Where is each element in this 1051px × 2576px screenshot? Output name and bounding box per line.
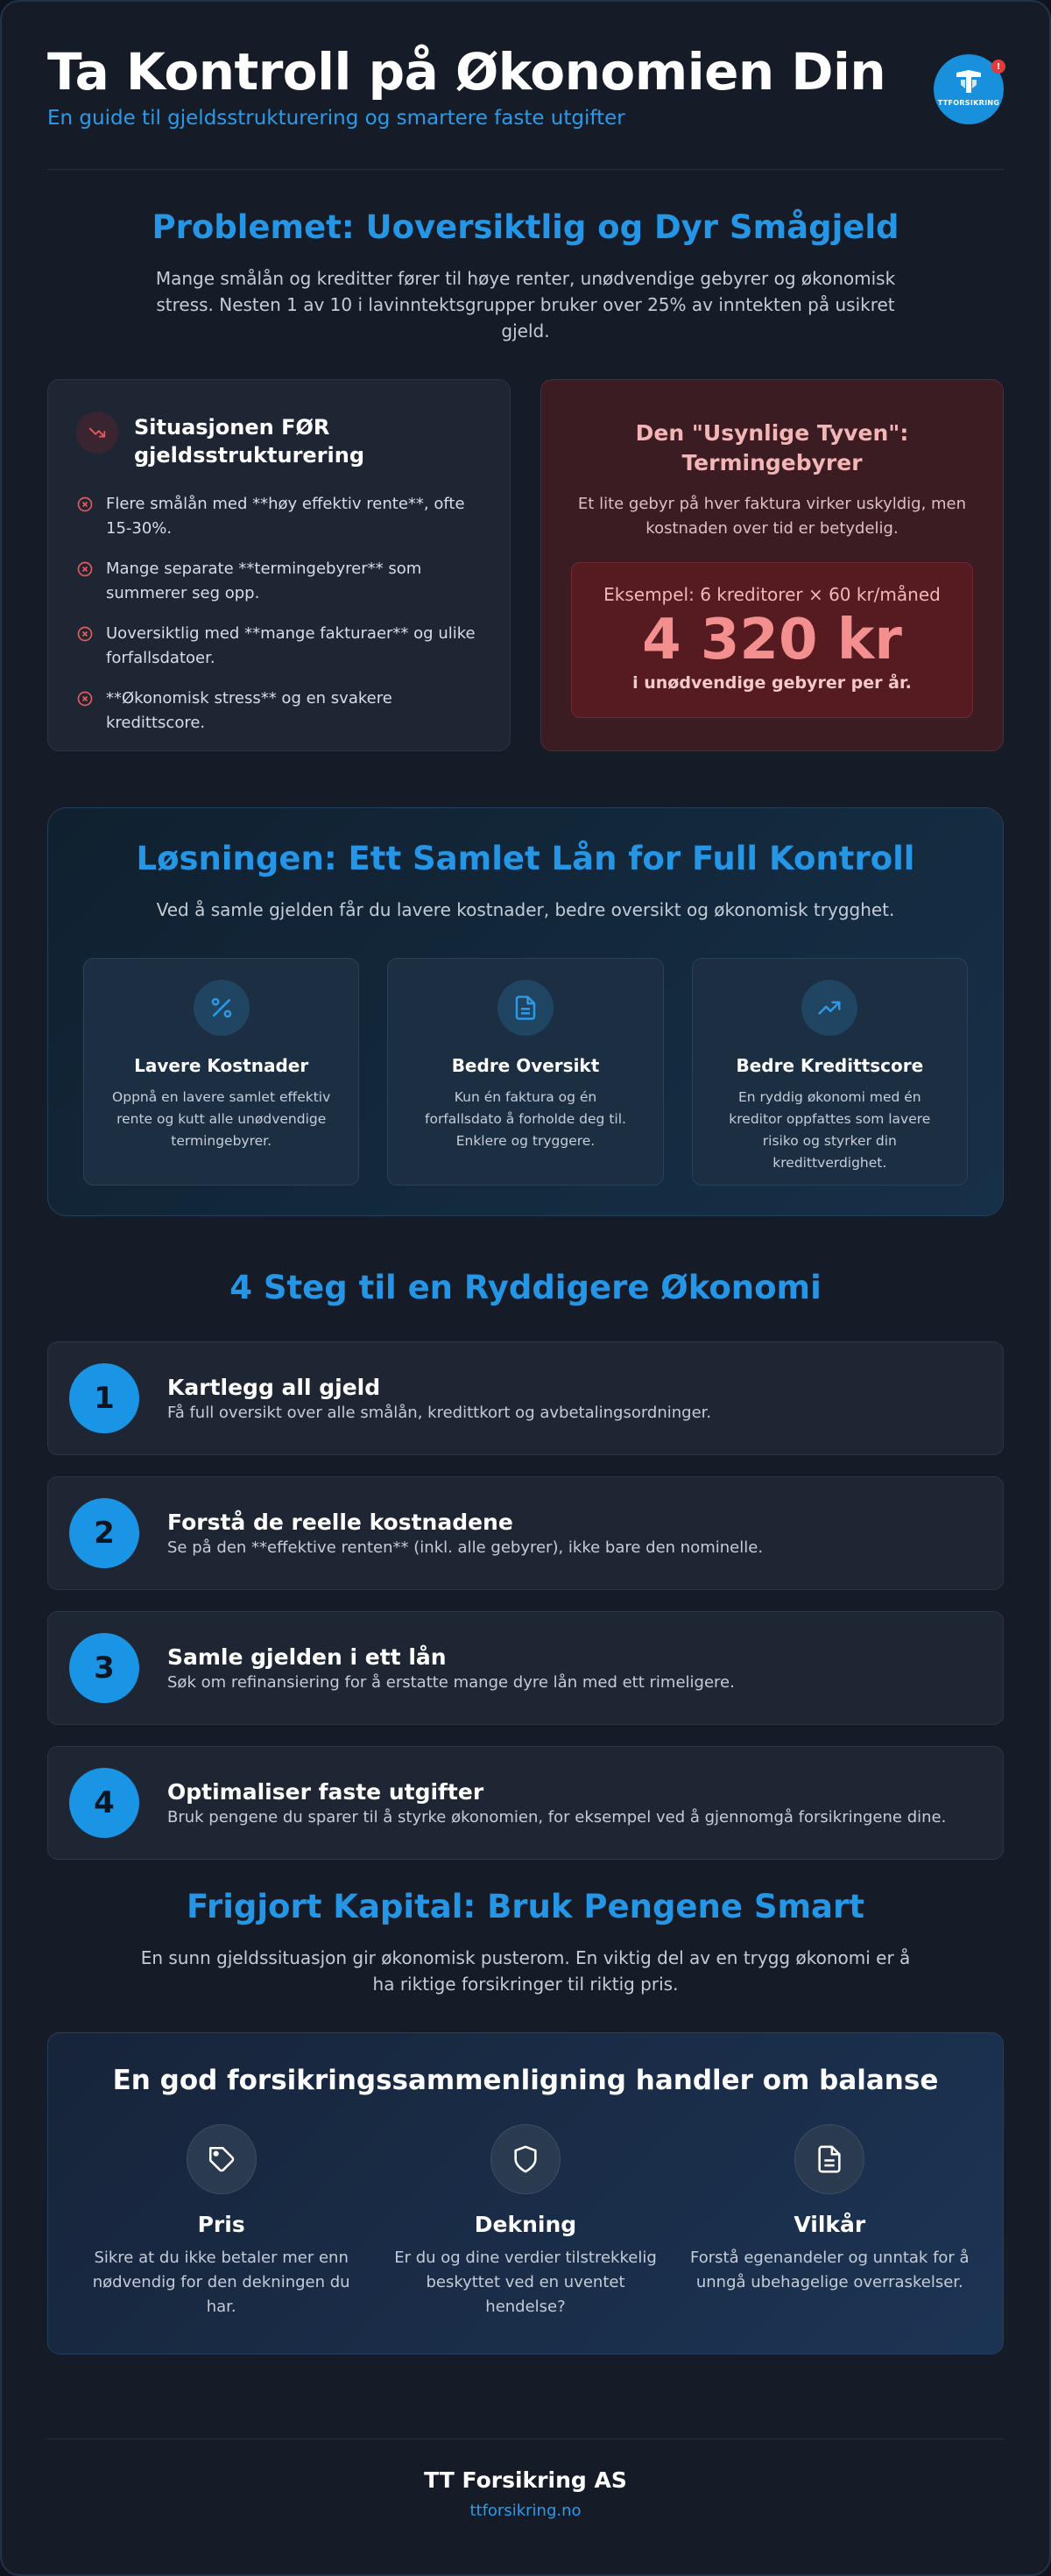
list-item-text: Mange separate **termingebyrer** som summerer seg opp.	[106, 560, 422, 602]
criteria-text: Sikre at du ikke betaler mer enn nødvendig for den dekningen du har.	[92, 2249, 350, 2316]
list-item-text: **Økonomisk stress** og en svakere kredittscore.	[106, 689, 392, 732]
steps-title: 4 Steg til en Ryddigere Økonomi	[229, 1269, 822, 1306]
step-text: Få full oversikt over alle smålån, kredittkort og avbetalingsordninger.	[167, 1404, 712, 1422]
solution-section	[47, 807, 1004, 1216]
before-card-title: Situasjonen FØR gjeldsstrukturering	[134, 415, 365, 468]
step-number: 1	[69, 1363, 139, 1433]
solution-cards	[83, 958, 968, 1186]
solution-card-text: Oppnå en lavere samlet effektiv rente og kutt alle unødvendige termingebyrer.	[112, 1089, 331, 1149]
tag-icon	[187, 2124, 257, 2194]
solution-card-title: Bedre Kredittscore	[736, 1055, 924, 1076]
step-item	[47, 1476, 1004, 1590]
step-number: 2	[69, 1498, 139, 1568]
trending-down-icon	[76, 412, 118, 454]
step-title: Samle gjelden i ett lån	[167, 1644, 447, 1670]
problem-section	[2, 208, 1049, 751]
step-item	[47, 1746, 1004, 1860]
step-number: 3	[69, 1633, 139, 1703]
criteria-text: Er du og dine verdier tilstrekkelig beskyttet ved en uventet hendelse?	[394, 2249, 657, 2316]
percent-icon	[194, 980, 250, 1036]
fee-thief-description: Et lite gebyr på hver faktura virker uskyldig, men kostnaden over tid er betydelig.	[577, 495, 967, 538]
step-number: 4	[69, 1768, 139, 1838]
insurance-comparison-box	[47, 2032, 1004, 2354]
before-card-header	[76, 412, 482, 469]
criteria-item	[689, 2124, 970, 2319]
criteria-name: Dekning	[474, 2212, 577, 2237]
fee-thief-title: Den "Usynlige Tyven": Termingebyrer	[635, 420, 909, 475]
step-text: Se på den **effektive renten** (inkl. alle gebyrer), ikke bare den nominelle.	[167, 1538, 764, 1557]
problem-title: Problemet: Uoversiktlig og Dyr Smågjeld	[152, 208, 899, 246]
footer-company: TT Forsikring AS	[424, 2467, 627, 2493]
problem-description: Mange smålån og kreditter fører til høye renter, unødvendige gebyrer og økonomisk stress. Nesten 1 av 10 i lavinntektsgrupper bruker over 25% av inntekten på usikret gjeld.	[155, 268, 896, 341]
solution-card	[387, 958, 663, 1186]
before-list	[76, 492, 482, 735]
step-title: Forstå de reelle kostnadene	[167, 1510, 513, 1535]
fee-example-box	[571, 562, 973, 718]
capital-section	[2, 1888, 1049, 1997]
page-subtitle: En guide til gjeldsstrukturering og smartere faste utgifter	[47, 107, 625, 130]
fee-thief-card	[540, 379, 1004, 751]
problem-cards	[47, 379, 1004, 751]
page-header	[47, 2, 1004, 170]
step-title: Optimaliser faste utgifter	[167, 1779, 484, 1805]
insurance-criteria	[48, 2124, 1003, 2319]
solution-description: Ved å samle gjelden får du lavere kostnader, bedre oversikt og økonomisk trygghet.	[156, 899, 895, 920]
x-circle-icon	[76, 625, 94, 643]
solution-card-text: En ryddig økonomi med én kreditor oppfattes som lavere risiko og styrker din kredittverdighet.	[729, 1089, 931, 1171]
list-item	[76, 686, 482, 735]
company-logo[interactable]	[934, 54, 1004, 124]
logo-mark-icon	[954, 69, 984, 95]
list-item	[76, 557, 482, 606]
step-text: Søk om refinansiering for å erstatte mange dyre lån med ett rimeligere.	[167, 1673, 735, 1692]
solution-title: Løsningen: Ett Samlet Lån for Full Kontroll	[136, 840, 915, 877]
insurance-box-title: En god forsikringssammenligning handler om balanse	[112, 2065, 939, 2096]
fee-amount: 4 320 kr	[642, 608, 902, 672]
solution-card-title: Lavere Kostnader	[134, 1055, 309, 1076]
steps-list	[47, 1341, 1004, 1860]
criteria-text: Forstå egenandeler og unntak for å unngå ubehagelige overraskelser.	[690, 2249, 970, 2291]
list-item-text: Uoversiktlig med **mange fakturaer** og ulike forfallsdatoer.	[106, 624, 476, 667]
step-title: Kartlegg all gjeld	[167, 1375, 381, 1400]
fee-example-text: Eksempel: 6 kreditorer × 60 kr/måned	[603, 584, 941, 605]
x-circle-icon	[76, 496, 94, 513]
criteria-name: Vilkår	[794, 2212, 866, 2237]
solution-card-text: Kun én faktura og én forfallsdato å forholde deg til. Enklere og tryggere.	[425, 1089, 626, 1149]
shield-icon	[490, 2124, 561, 2194]
step-item	[47, 1611, 1004, 1725]
fee-caption: i unødvendige gebyrer per år.	[632, 673, 912, 693]
x-circle-icon	[76, 560, 94, 578]
step-text: Bruk pengene du sparer til å styrke økonomien, for eksempel ved å gjennomgå forsikringene dine.	[167, 1808, 947, 1826]
document-icon	[794, 2124, 864, 2194]
document-icon	[497, 980, 554, 1036]
criteria-item	[385, 2124, 666, 2319]
solution-card	[692, 958, 968, 1186]
solution-card	[83, 958, 359, 1186]
trending-up-icon	[801, 980, 857, 1036]
page-footer	[47, 2439, 1004, 2520]
list-item-text: Flere smålån med **høy effektiv rente**, ofte 15-30%.	[106, 495, 465, 538]
capital-title: Frigjort Kapital: Bruk Pengene Smart	[187, 1888, 864, 1925]
before-card	[47, 379, 511, 751]
list-item	[76, 622, 482, 671]
footer-link[interactable]: ttforsikring.no	[469, 2502, 582, 2520]
capital-description: En sunn gjeldssituasjon gir økonomisk pusterom. En viktig del av en trygg økonomi er å ha riktige forsikringer til riktig pris.	[140, 1947, 911, 1995]
x-circle-icon	[76, 690, 94, 707]
criteria-item	[81, 2124, 362, 2319]
steps-section	[2, 1269, 1049, 1860]
solution-card-title: Bedre Oversikt	[451, 1055, 600, 1076]
notification-badge: !	[991, 60, 1005, 74]
list-item	[76, 492, 482, 541]
page-title: Ta Kontroll på Økonomien Din	[47, 42, 886, 102]
logo-text: TTFORSIKRING	[937, 98, 1000, 107]
step-item	[47, 1341, 1004, 1455]
criteria-name: Pris	[197, 2212, 245, 2237]
